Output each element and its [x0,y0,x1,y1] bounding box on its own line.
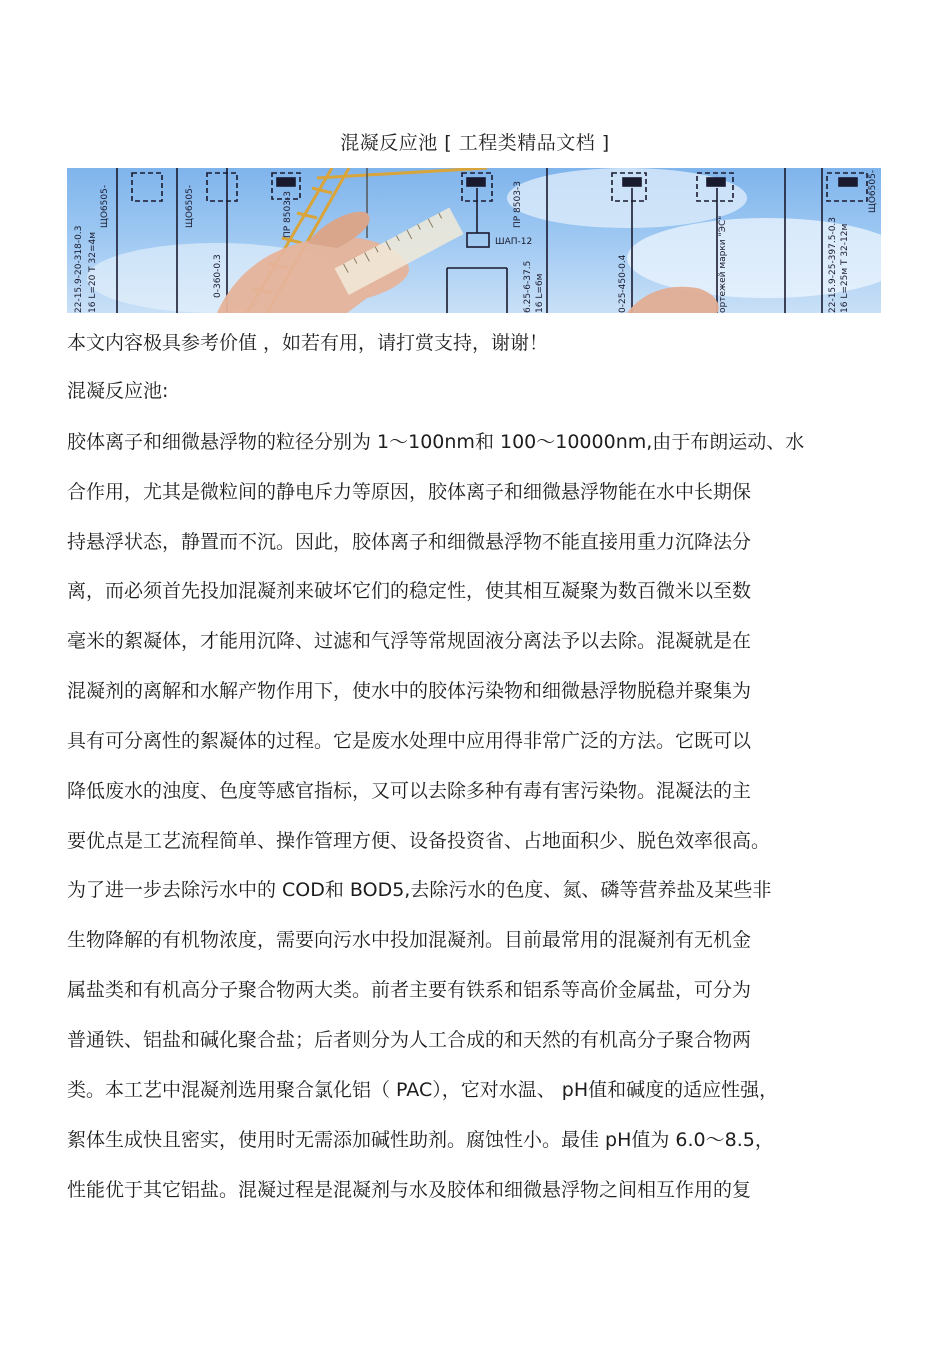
paragraph-line: 混凝剂的离解和水解产物作用下，使水中的胶体污染物和细微悬浮物脱稳并聚集为 [67,680,752,702]
paragraph-line: 属盐类和有机高分子聚合物两大类。前者主要有铁系和铝系等高价金属盐，可分为 [67,979,752,1001]
paragraph-line: 合作用，尤其是微粒间的静电斥力等原因，胶体离子和细微悬浮物能在水中长期保 [67,481,752,503]
banner-label: 22-15.9-25-397.5-0.3 [828,216,838,313]
paragraph-line: 普通铁、铝盐和碱化聚合盐；后者则分为人工合成的和天然的有机高分子聚合物两 [67,1029,752,1051]
paragraph-line: 持悬浮状态，静置而不沉。因此，胶体离子和细微悬浮物不能直接用重力沉降法分 [67,531,752,553]
banner-label: 16 L=20 Т 32=4м [88,231,98,313]
paragraph-line: 离，而必须首先投加混凝剂来破坏它们的稳定性，使其相互凝聚为数百微米以至数 [67,580,752,602]
banner-label: ПР 8503-3 [513,181,523,228]
banner-label: 0-360-0.3 [213,254,223,298]
paragraph-line: 为了进一步去除污水中的 COD和 BOD5,去除污水的色度、氮、磷等营养盐及某些非 [67,879,772,901]
paragraph-line: 生物降解的有机物浓度，需要向污水中投加混凝剂。目前最常用的混凝剂有无机金 [67,929,752,951]
banner-label: ЩО6505- [185,184,195,228]
paragraph-line: 毫米的絮凝体，才能用沉降、过滤和气浮等常规固液分离法予以去除。混凝就是在 [67,630,752,652]
header-banner-image [67,168,881,313]
banner-label: ПР 8503-3 [283,191,293,238]
section-heading: 混凝反应池: [67,380,169,402]
banner-label: ортежей марки "ЭС" [718,215,728,313]
banner-label: 0-25-450-0.4 [618,254,628,313]
paragraph-line: 具有可分离性的絮凝体的过程。它是废水处理中应用得非常广泛的方法。它既可以 [67,730,752,752]
paragraph-line: 胶体离子和细微悬浮物的粒径分别为 1～100nm和 100～10000nm,由于布朗运动、水 [67,431,805,453]
banner-label: ЩО6505- [100,184,110,228]
banner-label: 16 L=25м Т 32-12м [840,223,850,313]
paragraph-line: 类。本工艺中混凝剂选用聚合氯化铝（ PAC），它对水温、 pH值和碱度的适应性强， [67,1079,779,1101]
intro-line: 本文内容极具参考价值 ，如若有用，请打赏支持，谢谢！ [67,332,549,354]
paragraph-line: 要优点是工艺流程简单、操作管理方便、设备投资省、占地面积少、脱色效率很高。 [67,830,771,852]
banner-label: 22-15.9-20-318-0.3 [74,225,84,313]
page-title: 混凝反应池 [ 工程类精品文档 ] [340,132,610,154]
paragraph-line: 性能优于其它铝盐。混凝过程是混凝剂与水及胶体和细微悬浮物之间相互作用的复 [67,1179,752,1201]
banner-label: ШАП-12 [495,237,533,247]
paragraph-line: 降低废水的浊度、色度等感官指标，又可以去除多种有毒有害污染物。混凝法的主 [67,780,752,802]
banner-label: 6.25-6-37.5 [523,260,533,313]
banner-label: 16 L=6м [535,273,545,313]
banner-label: ЩО6505- [868,169,878,213]
paragraph-line: 絮体生成快且密实，使用时无需添加碱性助剂。腐蚀性小。最佳 pH值为 6.0～8.5， [67,1129,774,1151]
